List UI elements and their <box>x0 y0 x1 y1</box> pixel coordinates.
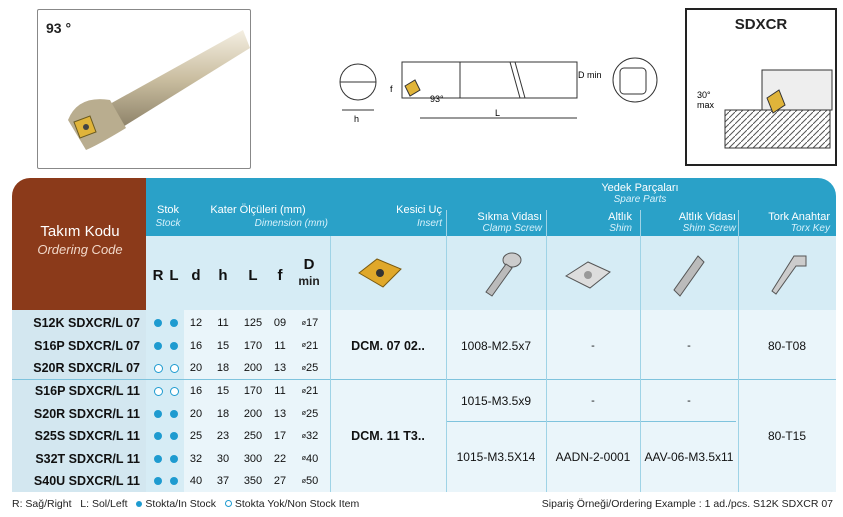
dim-d: 12 <box>189 317 203 330</box>
shimscrew-group1: - <box>687 339 691 352</box>
torx-header: Tork Anahtar <box>768 211 830 223</box>
insert-header-en: Insert <box>416 218 442 229</box>
dim-h: 18 <box>216 362 230 375</box>
torx-header-en: Torx Key <box>790 223 830 234</box>
col-h: h <box>218 266 228 284</box>
spare-parts-header-en: Spare Parts <box>613 194 667 205</box>
ordering-code: S16P SDXCR/L 11 <box>34 384 140 399</box>
stock-right-indicator <box>150 448 166 471</box>
in-stock-icon <box>154 410 162 418</box>
shim-header: Altlık <box>608 211 632 223</box>
dim-h: 11 <box>217 317 229 330</box>
sdxcr-diagram-box <box>685 8 837 166</box>
dim-f: 22 <box>273 452 287 465</box>
dim-h: 15 <box>216 339 230 352</box>
label-l: L <box>495 108 501 118</box>
footer-legend <box>12 498 359 510</box>
dim-h: 15 <box>216 385 230 398</box>
sdxcr-max: max <box>697 100 715 110</box>
dim-D: ø 50 <box>301 475 319 488</box>
shim-group1: - <box>591 339 595 352</box>
non-stock-icon <box>154 387 163 396</box>
stock-right-indicator <box>150 312 166 335</box>
in-stock-icon <box>154 342 162 350</box>
dim-D-value: 17 <box>306 317 319 330</box>
sdxcr-title: SDXCR <box>734 16 788 33</box>
dim-d: 25 <box>189 430 203 443</box>
in-stock-icon <box>170 455 178 463</box>
stock-right-indicator <box>150 357 166 380</box>
clamp-header: Sıkma Vidası <box>477 211 542 223</box>
dim-D: ø 25 <box>301 362 319 375</box>
tool-photo <box>37 9 251 169</box>
stock-left-indicator <box>166 402 182 425</box>
shimscrew-group2a: - <box>687 394 691 407</box>
dim-L: 170 <box>243 385 263 398</box>
stock-header-en: Stock <box>155 218 181 229</box>
shim-group2b: AADN-2-0001 <box>555 450 631 464</box>
stock-right-indicator <box>150 470 166 493</box>
stock-left-indicator <box>166 312 182 335</box>
tool-code-subtitle: Ordering Code <box>37 242 123 257</box>
ordering-code: S40U SDXCR/L 11 <box>33 474 140 489</box>
dim-D: ø 21 <box>301 339 319 352</box>
insert-header: Kesici Uç <box>396 204 442 216</box>
shim-screw-icon <box>668 252 708 300</box>
spare-parts-header: Yedek Parçaları <box>601 182 679 194</box>
in-stock-icon <box>170 477 178 485</box>
in-stock-icon <box>170 432 178 440</box>
dimension-header: Kater Ölçüleri (mm) <box>210 204 306 216</box>
col-f: f <box>277 266 283 284</box>
tool-code-title: Takım Kodu <box>40 223 120 240</box>
shim-screw-header-en: Shim Screw <box>682 223 736 234</box>
shimscrew-group2b: AAV-06-M3.5x11 <box>644 450 734 464</box>
stock-left-indicator <box>166 470 182 493</box>
shim-header-en: Shim <box>609 223 632 234</box>
stock-left-indicator <box>166 425 182 448</box>
photo-angle-label: 93 ° <box>46 20 72 36</box>
sdxcr-angle: 30° <box>697 90 711 100</box>
dim-D-value: 50 <box>306 475 319 488</box>
technical-drawing <box>330 40 670 130</box>
non-stock-icon <box>170 387 179 396</box>
dim-d: 16 <box>189 339 203 352</box>
dim-h: 18 <box>216 407 230 420</box>
label-angle: 93° <box>430 94 444 104</box>
in-stock-icon <box>170 319 178 327</box>
insert-group2: DCM. 11 T3.. <box>351 429 425 443</box>
dim-d: 20 <box>189 362 203 375</box>
col-l: L <box>169 266 179 284</box>
stock-left-indicator <box>166 380 182 403</box>
dim-D-value: 25 <box>306 362 319 375</box>
ordering-code: S32T SDXCR/L 11 <box>35 451 140 466</box>
dim-h: 30 <box>216 452 230 465</box>
stock-right-indicator <box>150 380 166 403</box>
dim-h: 37 <box>216 475 230 488</box>
label-f: f <box>390 84 393 94</box>
col-d: d <box>191 266 201 284</box>
dim-D: ø 40 <box>301 452 319 465</box>
dim-D-value: 25 <box>306 407 319 420</box>
ordering-code: S20R SDXCR/L 07 <box>33 361 140 376</box>
torx-key-icon <box>764 248 814 300</box>
dim-f: 13 <box>273 362 287 375</box>
stock-right-indicator <box>150 402 166 425</box>
legend-rl: R: Sağ/Right L: Sol/Left <box>12 498 128 510</box>
dim-f: 09 <box>273 317 287 330</box>
torx-group2: 80-T15 <box>767 429 807 443</box>
in-stock-icon <box>170 342 178 350</box>
dim-D-value: 21 <box>306 339 319 352</box>
dim-d: 32 <box>189 452 203 465</box>
ordering-code: S16P SDXCR/L 07 <box>34 338 140 353</box>
shim-icon <box>562 258 614 292</box>
in-stock-icon <box>154 455 162 463</box>
dim-D-value: 21 <box>306 385 319 398</box>
dim-L: 200 <box>243 407 263 420</box>
stock-left-indicator <box>166 335 182 358</box>
dim-L: 300 <box>243 452 263 465</box>
clamp-screw-icon <box>478 248 524 300</box>
dim-f: 13 <box>273 407 287 420</box>
dim-f: 11 <box>274 339 286 352</box>
stock-header: Stok <box>156 204 179 216</box>
dim-D: ø 25 <box>301 407 319 420</box>
dimension-header-en: Dimension (mm) <box>254 218 328 229</box>
in-stock-icon <box>154 432 162 440</box>
ordering-example: Sipariş Örneği/Ordering Example : 1 ad./pcs. S12K SDXCR 07 <box>541 498 833 510</box>
non-stock-icon <box>154 364 163 373</box>
dim-D: ø 17 <box>301 317 319 330</box>
dim-L: 125 <box>243 317 263 330</box>
clamp-header-en: Clamp Screw <box>482 223 542 234</box>
insert-icon <box>355 255 405 291</box>
dim-f: 11 <box>274 385 286 398</box>
in-stock-icon <box>136 501 142 507</box>
ordering-code: S25S SDXCR/L 11 <box>34 429 140 444</box>
in-stock-icon <box>170 410 178 418</box>
clamp-group2b: 1015-M3.5X14 <box>456 450 536 464</box>
non-stock-icon <box>170 364 179 373</box>
stock-right-indicator <box>150 335 166 358</box>
stock-right-indicator <box>150 425 166 448</box>
ordering-code: S20R SDXCR/L 11 <box>33 406 140 421</box>
col-r: R <box>152 266 164 284</box>
ordering-code: S12K SDXCR/L 07 <box>33 316 140 331</box>
dim-L: 350 <box>243 475 263 488</box>
dim-d: 40 <box>189 475 203 488</box>
dim-h: 23 <box>216 430 230 443</box>
stock-left-indicator <box>166 357 182 380</box>
sdxcr-diagram <box>687 10 835 164</box>
dim-D: ø 21 <box>301 385 319 398</box>
dim-L: 200 <box>243 362 263 375</box>
label-dmin: D min <box>578 70 602 80</box>
dim-d: 20 <box>189 407 203 420</box>
in-stock-icon <box>154 477 162 485</box>
dim-L: 250 <box>243 430 263 443</box>
clamp-group1: 1008-M2.5x7 <box>460 338 532 353</box>
shim-group2a: - <box>591 394 595 407</box>
col-D: D <box>303 255 315 273</box>
clamp-group2a: 1015-M3.5x9 <box>460 393 532 408</box>
shim-screw-header: Altlık Vidası <box>678 211 736 223</box>
dim-d: 16 <box>189 385 203 398</box>
col-L: L <box>248 266 258 284</box>
torx-group1: 80-T08 <box>767 338 807 353</box>
dim-L: 170 <box>243 339 263 352</box>
dim-D-value: 32 <box>306 430 319 443</box>
in-stock-icon <box>154 319 162 327</box>
label-h: h <box>354 114 360 124</box>
dim-D-value: 40 <box>306 452 319 465</box>
dim-f: 17 <box>273 430 287 443</box>
legend-non-stock: Stokta Yok/Non Stock Item <box>234 498 360 510</box>
non-stock-icon <box>225 500 232 507</box>
dim-D: ø 32 <box>301 430 319 443</box>
insert-group1: DCM. 07 02.. <box>351 338 425 353</box>
col-Dmin: min <box>298 274 320 288</box>
legend-in-stock: Stokta/In Stock <box>145 498 217 510</box>
dim-f: 27 <box>273 475 287 488</box>
stock-left-indicator <box>166 448 182 471</box>
